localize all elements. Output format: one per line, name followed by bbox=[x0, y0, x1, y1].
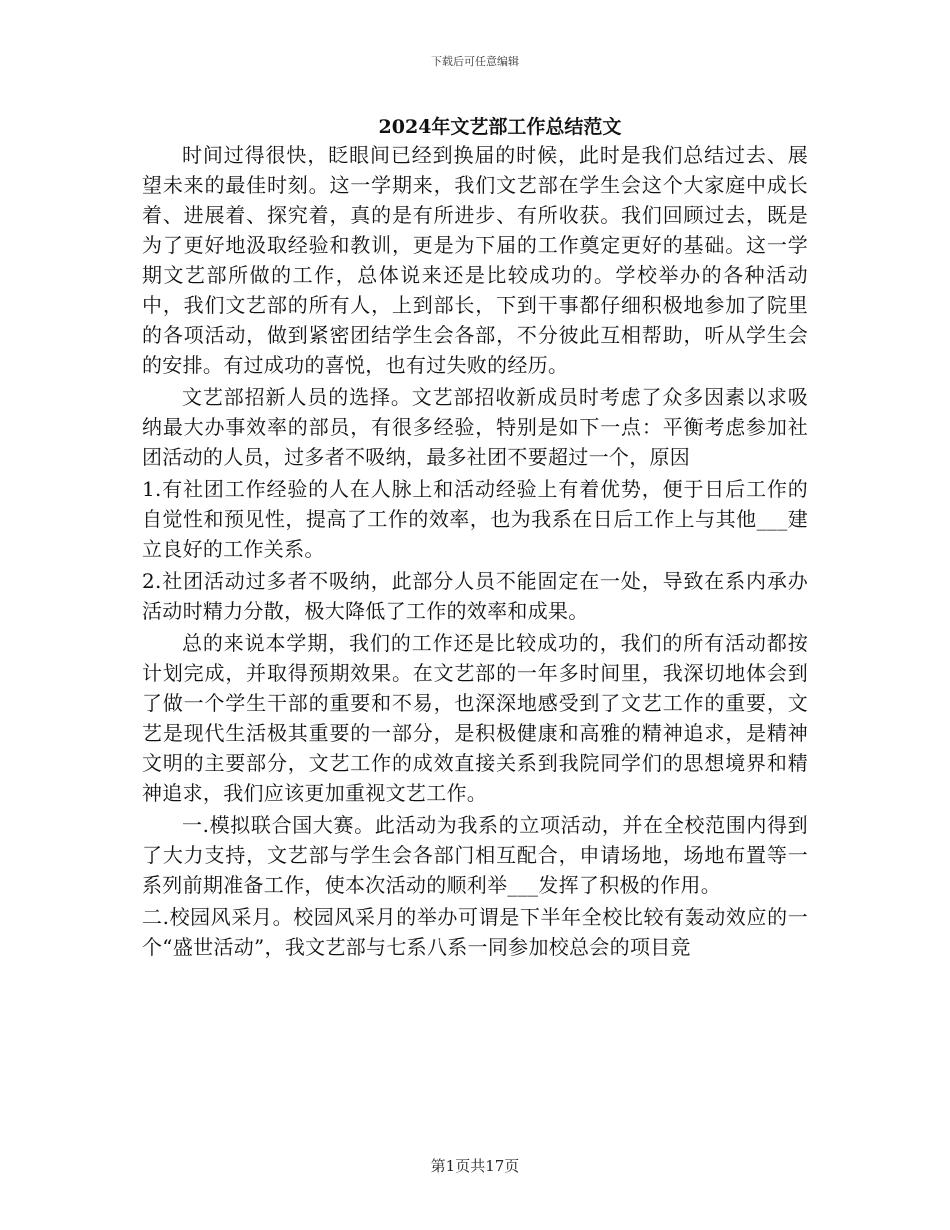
paragraph-summary: 总的来说本学期，我们的工作还是比较成功的，我们的所有活动都按计划完成，并取得预期效果。在文艺部的一年多时间里，我深切地体会到了做一个学生干部的重要和不易，也深深地感受到了文艺工作的重要，文艺是现代生活极其重要的一部分，是积极健康和高雅的精神追求，是精神文明的主要部分，文艺工作的成效直接关系到我院同学们的思想境界和精神追求，我们应该更加重视文艺工作。 bbox=[142, 631, 808, 805]
document-title: 2024年文艺部工作总结范文 bbox=[378, 116, 622, 138]
paragraph-item-1: 一.模拟联合国大赛。此活动为我系的立项活动，并在全校范围内得到了大力支持，文艺部与学生会各部门相互配合，申请场地，场地布置等一系列前期准备工作，使本次活动的顺利举___发挥了积极的作用。 bbox=[142, 813, 808, 897]
page-number: 第1页共17页 bbox=[430, 1157, 520, 1175]
paragraph-reason-2: 2.社团活动过多者不吸纳，此部分人员不能固定在一处，导致在系内承办活动时精力分散，极大降低了工作的效率和成果。 bbox=[142, 569, 808, 623]
paragraph-item-2: 二.校园风采月。校园风采月的举办可谓是下半年全校比较有轰动效应的一个“盛世活动”，我文艺部与七系八系一同参加校总会的项目竞 bbox=[142, 905, 808, 959]
document-body bbox=[142, 140, 808, 964]
header-note: 下载后可任意编辑 bbox=[431, 55, 519, 68]
paragraph-recruitment: 文艺部招新人员的选择。文艺部招收新成员时考虑了众多因素以求吸纳最大办事效率的部员，有很多经验，特别是如下一点：平衡考虑参加社团活动的人员，过多者不吸纳，最多社团不要超过一个，原因 bbox=[142, 385, 808, 469]
paragraph-intro: 时间过得很快，眨眼间已经到换届的时候，此时是我们总结过去、展望未来的最佳时刻。这一学期来，我们文艺部在学生会这个大家庭中成长着、进展着、探究着，真的是有所进步、有所收获。我们回顾过去，既是为了更好地汲取经验和教训，更是为下届的工作奠定更好的基础。这一学期文艺部所做的工作，总体说来还是比较成功的。学校举办的各种活动中，我们文艺部的所有人，上到部长，下到干事都仔细积极地参加了院里的各项活动，做到紧密团结学生会各部，不分彼此互相帮助，听从学生会的安排。有过成功的喜悦，也有过失败的经历。 bbox=[142, 143, 808, 377]
paragraph-reason-1: 1.有社团工作经验的人在人脉上和活动经验上有着优势，便于日后工作的自觉性和预见性，提高了工作的效率，也为我系在日后工作上与其他___建立良好的工作关系。 bbox=[142, 477, 808, 561]
